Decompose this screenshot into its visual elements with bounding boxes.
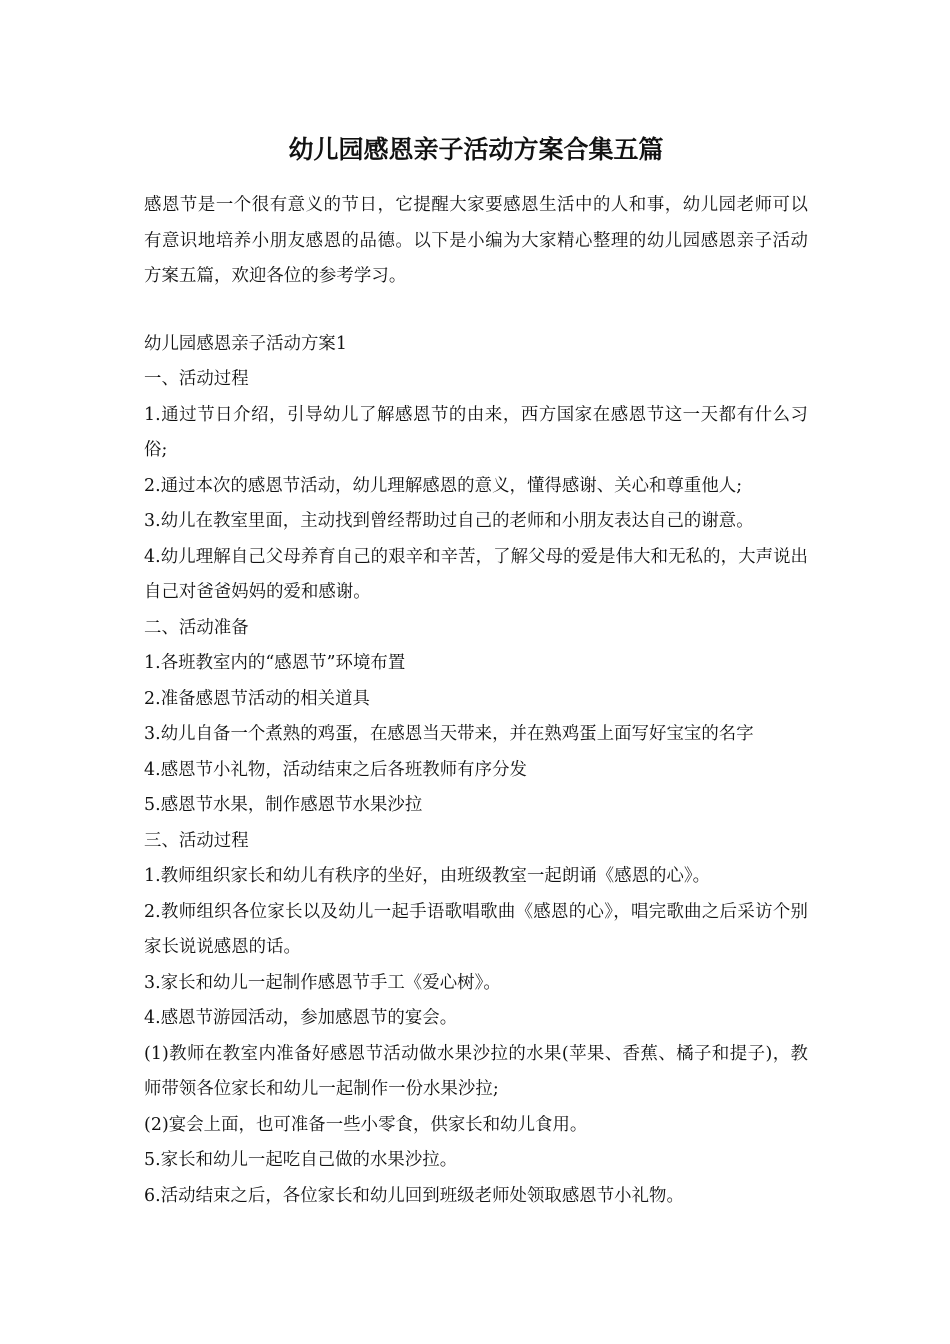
subheading-activity-preparation: 二、活动准备 [144, 617, 249, 638]
list-item: 4.感恩节游园活动，参加感恩节的宴会。 [144, 1008, 458, 1028]
list-item: 3.家长和幼儿一起制作感恩节手工《爱心树》。 [144, 972, 501, 993]
list-item: 6.活动结束之后，各位家长和幼儿回到班级老师处领取感恩节小礼物。 [144, 1185, 684, 1206]
list-item: (1)教师在教室内准备好感恩节活动做水果沙拉的水果(苹果、香蕉、橘子和提子)，教师带领各位家长和幼儿一起制作一份水果沙拉; [144, 1043, 808, 1099]
list-item: 5.感恩节水果，制作感恩节水果沙拉 [144, 795, 423, 815]
document-title: 幼儿园感恩亲子活动方案合集五篇 [288, 135, 664, 164]
intro-paragraph: 感恩节是一个很有意义的节日，它提醒大家要感恩生活中的人和事，幼儿园老师可以有意识地培养小朋友感恩的品德。以下是小编为大家精心整理的幼儿园感恩亲子活动方案五篇，欢迎各位的参考学习。 [144, 195, 808, 286]
list-item: 4.幼儿理解自己父母养育自己的艰辛和辛苦，了解父母的爱是伟大和无私的，大声说出自己对爸爸妈妈的爱和感谢。 [144, 546, 808, 602]
subheading-activity-process-2: 三、活动过程 [144, 830, 249, 851]
list-item: 1.教师组织家长和幼儿有秩序的坐好，由班级教室一起朗诵《感恩的心》。 [144, 866, 711, 886]
section-gap [144, 295, 808, 327]
list-item: 5.家长和幼儿一起吃自己做的水果沙拉。 [144, 1150, 458, 1170]
list-item: 3.幼儿在教室里面，主动找到曾经帮助过自己的老师和小朋友表达自己的谢意。 [144, 511, 754, 531]
list-item: 2.教师组织各位家长以及幼儿一起手语歌唱歌曲《感恩的心》，唱完歌曲之后采访个别家长说说感恩的话。 [144, 901, 808, 957]
list-item: 1.通过节日介绍，引导幼儿了解感恩节的由来，西方国家在感恩节这一天都有什么习俗; [144, 404, 808, 460]
document-content [144, 130, 808, 1214]
list-item: 3.幼儿自备一个煮熟的鸡蛋，在感恩当天带来，并在熟鸡蛋上面写好宝宝的名字 [144, 724, 754, 744]
subheading-activity-process: 一、活动过程 [144, 369, 249, 389]
list-item: 2.准备感恩节活动的相关道具 [144, 688, 370, 709]
list-item: (2)宴会上面，也可准备一些小零食，供家长和幼儿食用。 [144, 1114, 588, 1135]
list-item: 2.通过本次的感恩节活动，幼儿理解感恩的意义，懂得感谢、关心和尊重他人; [144, 475, 743, 496]
list-item: 4.感恩节小礼物，活动结束之后各班教师有序分发 [144, 759, 527, 780]
list-item: 1.各班教室内的“感恩节”环境布置 [144, 653, 406, 673]
section-heading-plan-1: 幼儿园感恩亲子活动方案1 [144, 333, 347, 354]
